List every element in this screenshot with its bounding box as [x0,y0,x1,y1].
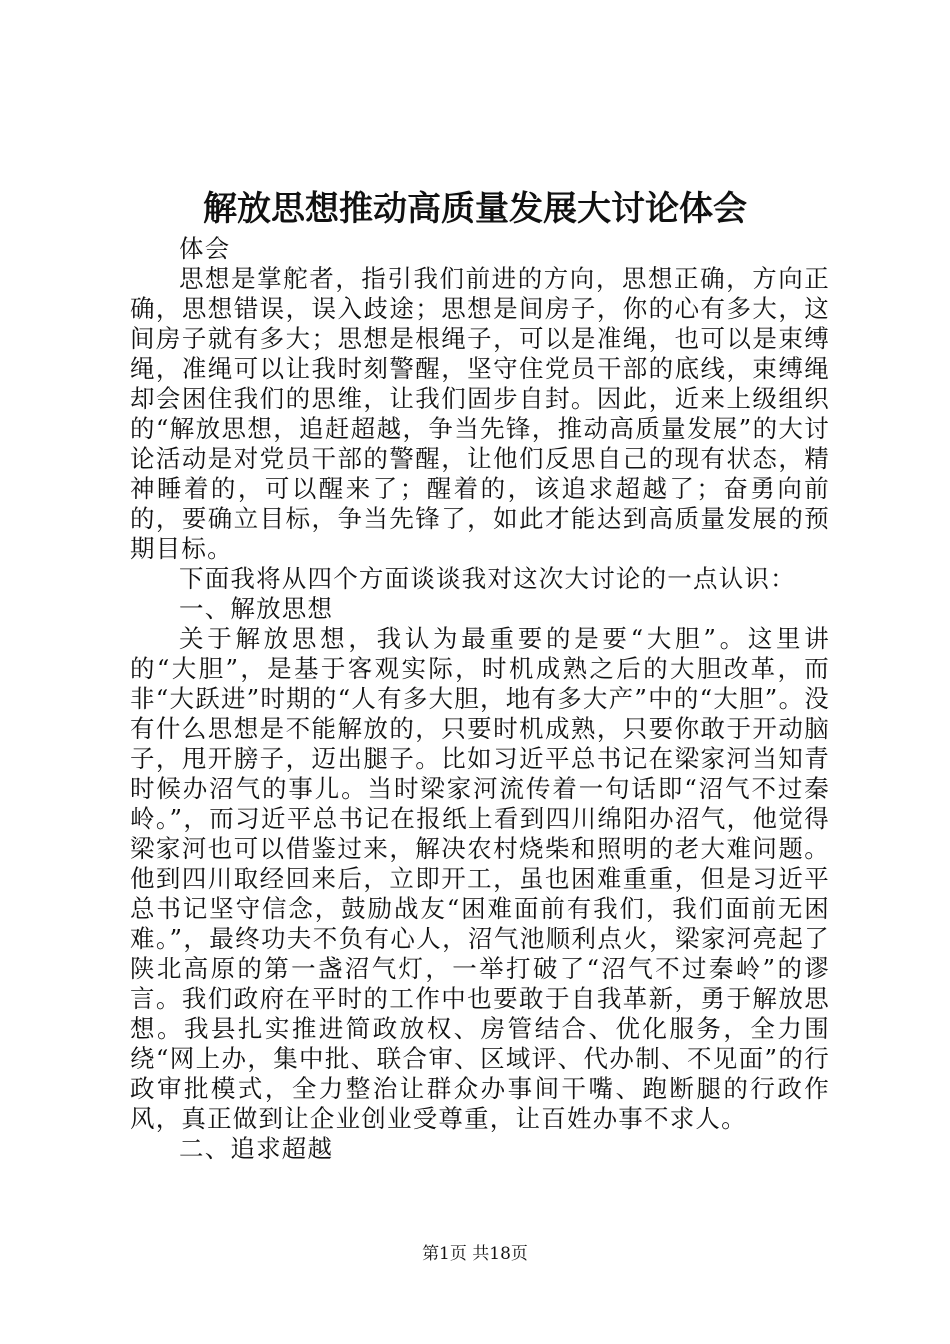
document-title: 解放思想推动高质量发展大讨论体会 [203,189,747,229]
paragraph-heading-tihui: 体会 [179,234,231,263]
paragraph-section-1: 关于解放思想，我认为最重要的是要“大胆”。这里讲的“大胆”，是基于客观实际，时机成熟之后的大胆改革，而非“大跃进”时期的“人有多大胆，地有多大产”中的“大胆”。没有什么思想是不能解放的，只要时机成熟，只要你敢于开动脑子，甩开膀子，迈出腿子。比如习近平总书记在梁家河当知青时候办沼气的事儿。当时梁家河流传着一句话即“沼气不过秦岭。”，而习近平总书记在报纸上看到四川绵阳办沼气，他觉得梁家河也可以借鉴过来，解决农村烧柴和照明的老大难问题。他到四川取经回来后，立即开工，虽也困难重重，但是习近平总书记坚守信念，鼓励战友“困难面前有我们，我们面前无困难。”，最终功夫不负有心人，沼气池顺利点火，梁家河亮起了陕北高原的第一盏沼气灯，一举打破了“沼气不过秦岭”的谬言。我们政府在平时的工作中也要敢于自我革新，勇于解放思想。我县扎实推进简政放权、房管结合、优化服务，全力围绕“网上办，集中批、联合审、区域评、代办制、不见面”的行政审批模式，全力整治让群众办事间干嘴、跑断腿的行政作风，真正做到让企业创业受尊重，让百姓办事不求人。 [130,624,830,1133]
paragraph-outline: 下面我将从四个方面谈谈我对这次大讨论的一点认识： [179,564,796,593]
section-heading-1: 一、解放思想 [179,594,334,623]
section-heading-2: 二、追求超越 [179,1134,334,1163]
page-footer: 第1页 共18页 [422,1244,528,1264]
paragraph-intro: 思想是掌舵者，指引我们前进的方向，思想正确，方向正确，思想错误，误入歧途；思想是间房子，你的心有多大，这间房子就有多大；思想是根绳子，可以是准绳，也可以是束缚绳，准绳可以让我时刻警醒，坚守住党员干部的底线，束缚绳却会困住我们的思维，让我们固步自封。因此，近来上级组织的“解放思想，追赶超越，争当先锋，推动高质量发展”的大讨论活动是对党员干部的警醒，让他们反思自己的现有状态，精神睡着的，可以醒来了；醒着的，该追求超越了；奋勇向前的，要确立目标，争当先锋了，如此才能达到高质量发展的预期目标。 [130,264,830,563]
document-body [130,234,830,1164]
